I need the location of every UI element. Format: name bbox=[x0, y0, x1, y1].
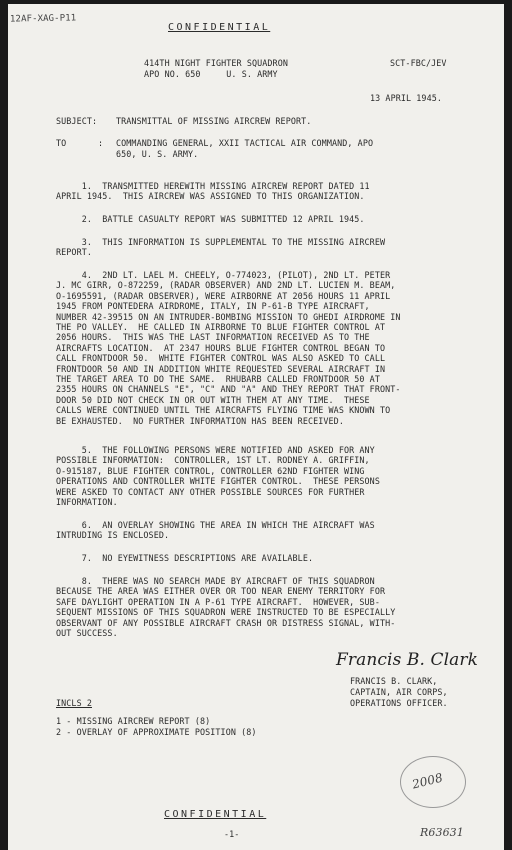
paragraph-1: 1. TRANSMITTED HEREWITH MISSING AIRCREW REPORT DATED 11 APRIL 1945. THIS AIRCREW WAS ASSIGNED TO THIS ORGANIZATION. bbox=[56, 181, 370, 202]
page-number: -1- bbox=[224, 829, 240, 839]
signer-name: FRANCIS B. CLARK, bbox=[350, 676, 438, 686]
inclosures-label: INCLS 2 bbox=[56, 698, 92, 708]
paragraph-5: 5. THE FOLLOWING PERSONS WERE NOTIFIED AND ASKED FOR ANY POSSIBLE INFORMATION: CONTROLLER, 1ST LT. RODNEY A. GRIFFIN, O-915187, BLUE FIGHTER CONTROL, CONTROLLER 62ND FIGHTER WING OPERATIONS AND CONTROLLER WHITE FIGHTER CONTROL. THESE PERSONS WERE ASKED TO CONTACT ANY OTHER POSSIBLE SOURCES FOR FURTHER INFORMATION. bbox=[56, 445, 380, 508]
paragraph-4: 4. 2ND LT. LAEL M. CHEELY, O-774023, (PILOT), 2ND LT. PETER J. MC GIRR, O-872259, (RADAR OBSERVER) AND 2ND LT. LUCIEN M. BEAM, O-1695591, (RADAR OBSERVER), WERE AIRBORNE AT 2056 HOURS 11 APRIL 1945 FROM PONTEDERA AIRDROME, ITALY, IN P-61-B TYPE AIRCRAFT, NUMBER 42-39515 ON AN INTRUDER-BOMBING MISSION TO GHEDI AIRDROME IN THE PO VALLEY. HE CALLED IN AIRBORNE TO BLUE FIGHTER CONTROL AT 2056 HOURS. THIS WAS THE LAST INFORMATION RECEIVED AS TO THE AIRCRAFTS LOCATION. AT 2347 HOURS BLUE FIGHTER CONTROL BEGAN TO CALL FRONTDOOR 50. WHITE FIGHTER CONTROL WAS ALSO ASKED TO CALL FRONTDOOR 50 AND IN ADDITION WHITE REQUESTED SEVERAL AIRCRAFT IN THE TARGET AREA TO DO THE SAME. RHUBARB CALLED FRONTDOOR 50 AT 2355 HOURS ON CHANNELS "E", "C" AND "A" AND THEY REPORT THAT FRONT- DOOR 50 DID NOT CHECK IN OR OUT WITH THEM AT ANY TIME. THESE CALLS WERE CONTINUED UNTIL THE AIRCRAFTS FLYING TIME WAS KNOWN TO BE EXHAUSTED. NO FURTHER INFORMATION HAS BEEN RECEIVED. bbox=[56, 270, 401, 426]
handwritten-number: 2008 bbox=[410, 770, 445, 792]
file-stamp-id: 12AF-XAG-P11 bbox=[9, 13, 77, 25]
classification-footer: CONFIDENTIAL bbox=[164, 809, 267, 820]
signer-position: OPERATIONS OFFICER. bbox=[350, 698, 448, 708]
paragraph-3: 3. THIS INFORMATION IS SUPPLEMENTAL TO THE MISSING AIRCREW REPORT. bbox=[56, 237, 386, 258]
reference-code: SCT-FBC/JEV bbox=[390, 58, 447, 68]
paragraph-6: 6. AN OVERLAY SHOWING THE AREA IN WHICH THE AIRCRAFT WAS INTRUDING IS ENCLOSED. bbox=[56, 520, 375, 541]
subject-text: TRANSMITTAL OF MISSING AIRCREW REPORT. bbox=[116, 116, 312, 126]
paragraph-8: 8. THERE WAS NO SEARCH MADE BY AIRCRAFT OF THIS SQUADRON BECAUSE THE AREA WAS EITHER OVER OR TOO NEAR ENEMY TERRITORY FOR SAFE DAYLIGHT OPERATION IN A P-61 TYPE AIRCRAFT. HOWEVER, SUB- SEQUENT MISSIONS OF THIS SQUADRON WERE INSTRUCTED TO BE ESPECIALLY OBSERVANT OF ANY POSSIBLE AIRCRAFT CRASH OR DISTRESS SIGNAL, WITH- OUT SUCCESS. bbox=[56, 576, 396, 639]
to-separator: : bbox=[98, 138, 104, 148]
paragraph-7: 7. NO EYEWITNESS DESCRIPTIONS ARE AVAILABLE. bbox=[56, 553, 314, 563]
classification-header: CONFIDENTIAL bbox=[168, 22, 271, 33]
unit-name: 414TH NIGHT FIGHTER SQUADRON bbox=[144, 58, 288, 68]
inclosure-item: 1 - MISSING AIRCREW REPORT (8) bbox=[56, 716, 211, 726]
paragraph-2: 2. BATTLE CASUALTY REPORT WAS SUBMITTED 12 APRIL 1945. bbox=[56, 214, 365, 224]
document-date: 13 APRIL 1945. bbox=[370, 93, 442, 103]
addressee-line-1: COMMANDING GENERAL, XXII TACTICAL AIR COMMAND, APO bbox=[116, 138, 374, 148]
addressee-line-2: 650, U. S. ARMY. bbox=[116, 149, 199, 159]
inclosure-item: 2 - OVERLAY OF APPROXIMATE POSITION (8) bbox=[56, 727, 257, 737]
to-label: TO bbox=[56, 138, 67, 148]
signer-title: CAPTAIN, AIR CORPS, bbox=[350, 687, 448, 697]
document-page bbox=[8, 4, 504, 850]
unit-address: APO NO. 650 U. S. ARMY bbox=[144, 69, 278, 79]
subject-label: SUBJECT: bbox=[56, 116, 98, 126]
archive-number: R63631 bbox=[420, 826, 464, 839]
handwritten-signature: Francis B. Clark bbox=[336, 650, 478, 670]
